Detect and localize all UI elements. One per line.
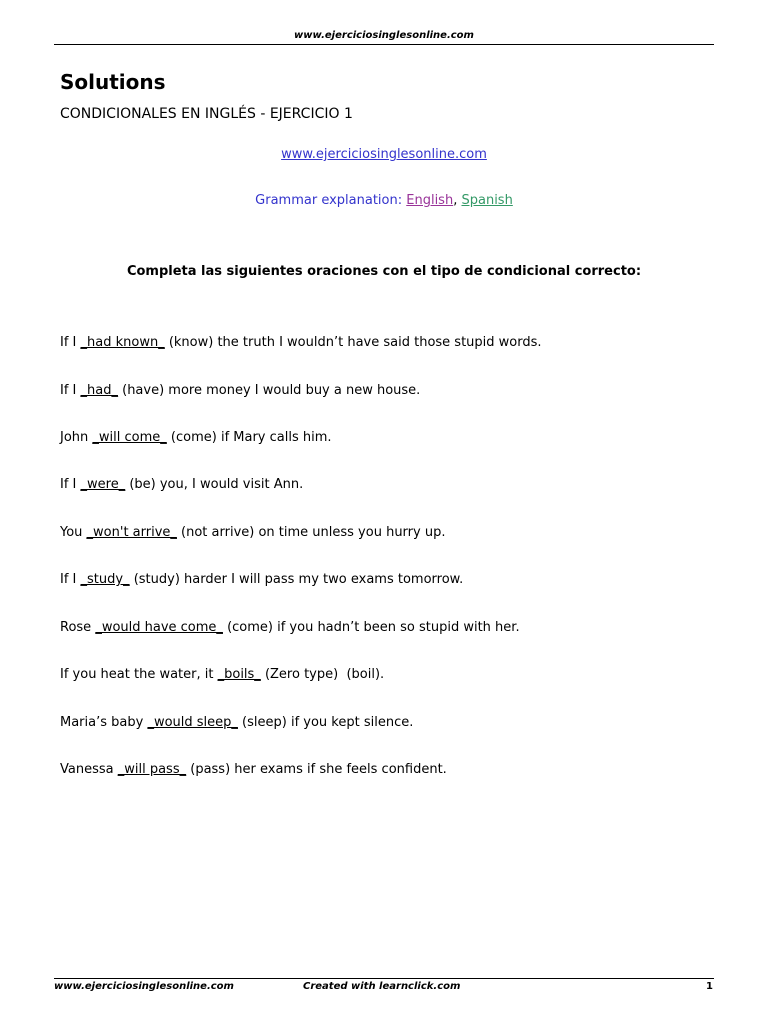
- sentence-start: You: [60, 525, 87, 540]
- sentence-start: If I: [60, 477, 81, 492]
- answer-blank: _would have come_: [95, 620, 223, 635]
- sentence-start: Vanessa: [60, 762, 118, 777]
- sentence-start: If I: [60, 572, 81, 587]
- exercise-sentence-7: [60, 620, 520, 635]
- exercise-sentence-6: [60, 572, 463, 587]
- sentence-start: If I: [60, 335, 81, 350]
- grammar-separator: ,: [453, 193, 458, 208]
- answer-blank: _had_: [80, 383, 118, 398]
- grammar-english-link[interactable]: English: [406, 193, 454, 208]
- sentence-end: (Zero type) (boil).: [260, 667, 385, 682]
- header-url: www.ejerciciosinglesonline.com: [294, 30, 474, 41]
- exercise-sentence-3: [60, 430, 332, 445]
- answer-blank: _were_: [80, 477, 126, 492]
- exercise-subtitle: CONDICIONALES EN INGLÉS - EJERCICIO 1: [60, 106, 353, 122]
- exercise-sentence-5: [60, 525, 445, 540]
- grammar-explanation: [0, 193, 768, 208]
- exercise-sentence-10: [60, 762, 447, 777]
- exercise-sentence-4: [60, 477, 303, 492]
- answer-blank: _boils_: [217, 667, 261, 682]
- exercise-sentence-2: [60, 383, 420, 398]
- sentence-end: (be) you, I would visit Ann.: [125, 477, 304, 492]
- footer-url: www.ejerciciosinglesonline.com: [54, 981, 234, 992]
- grammar-spanish-link[interactable]: Spanish: [461, 193, 513, 208]
- sentence-end: (come) if you hadn’t been so stupid with her.: [222, 620, 520, 635]
- sentence-end: (not arrive) on time unless you hurry up.: [176, 525, 446, 540]
- sentence-end: (come) if Mary calls him.: [166, 430, 332, 445]
- sentence-end: (study) harder I will pass my two exams tomorrow.: [129, 572, 464, 587]
- sentence-start: John: [60, 430, 93, 445]
- footer-created-with: Created with learnclick.com: [303, 981, 461, 992]
- answer-blank: _would sleep_: [147, 715, 238, 730]
- footer-divider: [54, 978, 714, 979]
- page-number: 1: [706, 981, 713, 992]
- sentence-end: (have) more money I would buy a new house.: [117, 383, 421, 398]
- exercise-sentence-1: [60, 335, 542, 350]
- grammar-label: Grammar explanation:: [255, 193, 407, 208]
- sentence-end: (sleep) if you kept silence.: [237, 715, 414, 730]
- site-link[interactable]: www.ejerciciosinglesonline.com: [281, 147, 487, 162]
- sentence-start: Maria’s baby: [60, 715, 148, 730]
- sentence-start: Rose: [60, 620, 96, 635]
- sentence-start: If I: [60, 383, 81, 398]
- sentence-start: If you heat the water, it: [60, 667, 218, 682]
- answer-blank: _study_: [80, 572, 130, 587]
- exercise-sentence-8: [60, 667, 384, 682]
- sentence-end: (pass) her exams if she feels confident.: [186, 762, 447, 777]
- answer-blank: _will come_: [92, 430, 167, 445]
- exercise-sentence-9: [60, 715, 413, 730]
- page-title: Solutions: [60, 70, 166, 94]
- answer-blank: _will pass_: [117, 762, 187, 777]
- header-divider: [54, 44, 714, 45]
- answer-blank: _won't arrive_: [86, 525, 177, 540]
- sentence-end: (know) the truth I wouldn’t have said those stupid words.: [164, 335, 542, 350]
- answer-blank: _had known_: [80, 335, 165, 350]
- instructions: Completa las siguientes oraciones con el tipo de condicional correcto:: [126, 264, 642, 279]
